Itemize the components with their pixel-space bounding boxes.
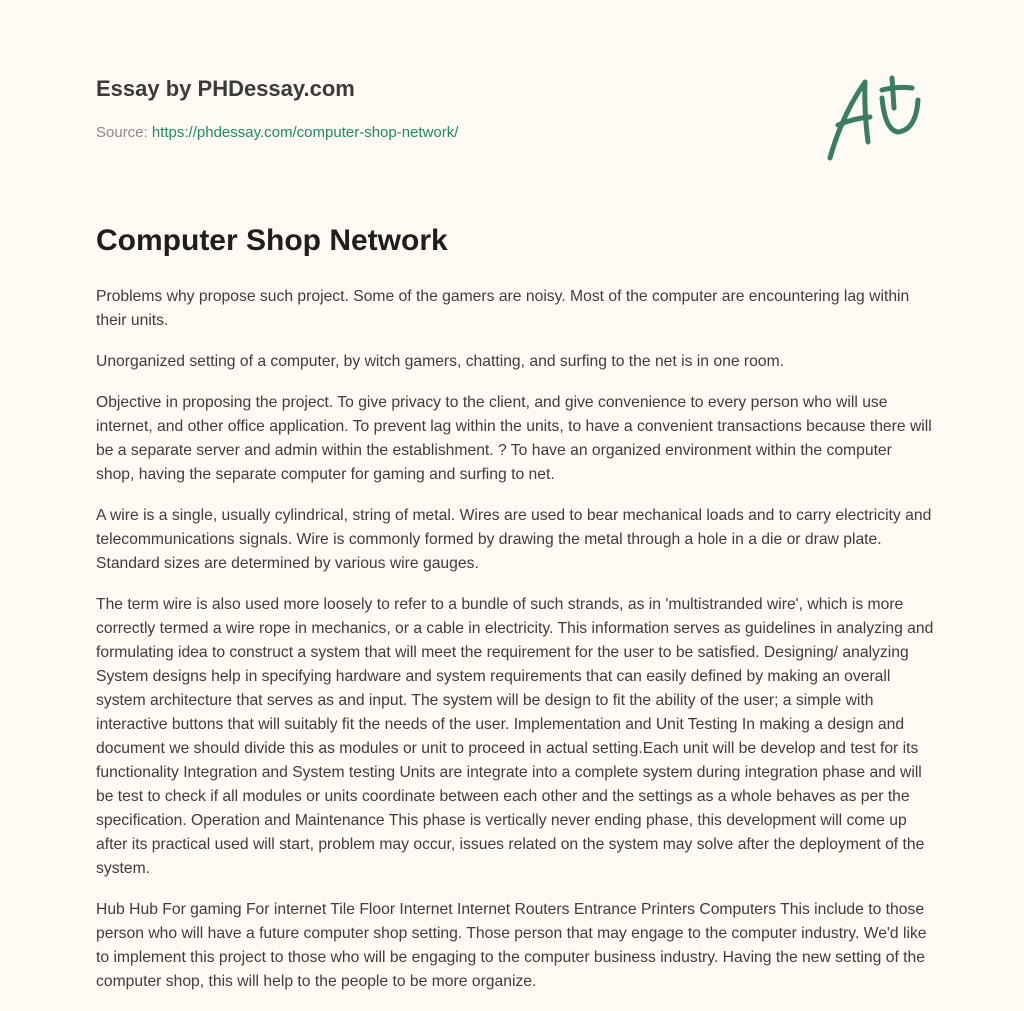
page-title: Computer Shop Network (96, 224, 448, 257)
paragraph: Hub Hub For gaming For internet Tile Floor Internet Internet Routers Entrance Printers Computers This include to those person who will have a future computer shop setting. Those person that may engage to the computer industry. We'd like to implement this project to those who will be engaging to the computer business industry. Having the new setting of the computer shop, this will help to the people to be more organize. (96, 901, 927, 990)
article-body (96, 285, 934, 1011)
source-link[interactable]: https://phdessay.com/computer-shop-network/ (151, 124, 459, 141)
source-line (96, 124, 458, 141)
brand-title: Essay by PHDessay.com (96, 76, 355, 101)
source-label: Source: (96, 124, 148, 141)
paragraph: Objective in proposing the project. To give privacy to the client, and give convenience to every person who will use internet, and other office application. To prevent lag within the units, to have a convenient transactions because there will be a separate server and admin within the establishment. ? To have an organized environment within the computer shop, having the separate computer for gaming and surfing to net. (96, 394, 932, 483)
a-plus-logo-icon (820, 70, 930, 165)
paragraph: Problems why propose such project. Some of the gamers are noisy. Most of the computer are encountering lag within their units. (96, 288, 910, 329)
paragraph: Unorganized setting of a computer, by witch gamers, chatting, and surfing to the net is in one room. (96, 353, 785, 370)
paragraph: A wire is a single, usually cylindrical, string of metal. Wires are used to bear mechanical loads and to carry electricity and telecommunications signals. Wire is commonly formed by drawing the metal through a hole in a die or draw plate. Standard sizes are determined by various wire gauges. (96, 507, 932, 572)
paragraph: The term wire is also used more loosely to refer to a bundle of such strands, as in 'multistranded wire', which is more correctly termed a wire rope in mechanics, or a cable in electricity. This information serves as guidelines in analyzing and formulating idea to construct a system that will meet the requirement for the user to be satisfied. Designing/ analyzing System designs help in specifying hardware and system requirements that can easily defined by making an overall system architecture that serves as and input. The system will be design to fit the ability of the user; a simple with interactive buttons that will suitably fit the needs of the user. Implementation and Unit Testing In making a design and document we should divide this as modules or unit to proceed in actual setting.Each unit will be develop and test for its functionality Integration and System testing Units are integrate into a complete system during integration phase and will be test to check if all modules or units coordinate between each other and the settings as a whole behaves as per the specification. Operation and Maintenance This phase is vertically never ending phase, this development will come up after its practical used will start, problem may occur, issues related on the system may solve after the deployment of the system. (96, 596, 934, 877)
